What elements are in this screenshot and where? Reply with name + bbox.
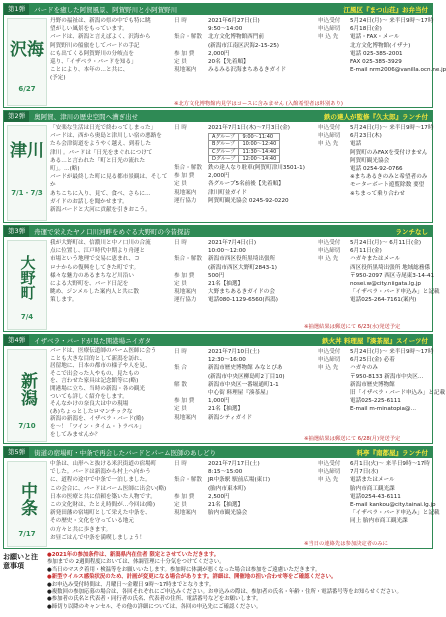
tour-description: 「安楽な生活は日光で終わってしまった」 バードは、西から奥島と津川しい宿の悪路を たら会津街道をようやく越え、到着した 津川 。バードは「日光をまぐれにつけて ある…と言われた「町と日光の流れた 町」。…(略) バードが最終した町に見る都市景観は、そしてか あちこちに入り、見て、食べ、さらに… ガイドのお話しを聞かせます。 新潟バードと大河に貢献を引きおこう。 xyxy=(50,125,168,214)
place-box xyxy=(7,18,47,106)
lunch-label: 料亭『南都屋』ランチ付 xyxy=(356,449,428,457)
tour-note: ※北方文化博物館内見学はコースに含みません (入館希望者は料別あり) xyxy=(174,101,343,107)
tour-card-5 xyxy=(3,446,440,549)
tour-date: 7/10 xyxy=(18,422,36,430)
tour-date: 7/1・7/3 xyxy=(11,189,43,197)
place-name: 沢海 xyxy=(10,40,44,60)
tour-card-2 xyxy=(3,110,433,223)
place-name: 大野町 xyxy=(18,254,37,300)
tour-subtitle: 奥阿賀、津川の歴史空間へ漕ぎ出せ xyxy=(34,113,139,121)
tour-info: 日 時 2021年7月1日(木)〜7月3日(金) Aグループ 9:00〜11:40 Bグループ 10:00〜12:40 Cグループ 11:30〜14:40 Dグループ 12:00〜14:40 集合・解散 鉄の達人なり駐車(阿賀町津川3501-1) 参 加 費 2,000円 定 員 各グループ5名前後【先着順】 現地案内 津川町並ガイド 運行協力 阿賀町観光協会 0245-92-0220 xyxy=(174,125,305,204)
tour-number-badge: 第2弾 xyxy=(4,111,29,122)
tour-card-4 xyxy=(3,334,446,444)
tour-date: 6/27 xyxy=(18,85,36,93)
tour-card-header xyxy=(4,111,432,122)
tour-number-badge: 第4弾 xyxy=(4,335,29,346)
tour-number-badge: 第3弾 xyxy=(4,226,29,237)
tour-number-badge: 第1弾 xyxy=(4,4,29,15)
lunch-label: 江風区『まつ山荘』お弁当付 xyxy=(343,6,428,14)
tour-card-3 xyxy=(3,225,440,332)
notice-item: 参加までの 2週間程度においては、体調管理に十分気をつけてください。 xyxy=(47,559,225,566)
place-box xyxy=(7,240,47,330)
tour-info: 日 時 2021年7月17日(土) 8:15〜15:00 集合・解散 JR中条駅 駅前広場(東口) (胎内市東本町) 参 加 費 2,500円 定 員 21名【抽選】 現地案内 胎内市観光協会 xyxy=(174,461,271,517)
apply-info: 申込受付 5月24日(月)〜 6月11日(金) 申込締切 6月11日(金) 申 込 先 ハガキまたはメール 西区役所黒埼出張所 地域総務係 〒950-2097 西区寺尾東3-14-41 nosei.w@city.niigata.lg.jp 「イザベラ・バード申込み」と記載 電話025-264-7161(案内) xyxy=(318,240,440,304)
tour-description: 中条は、山形へと抜ける米沢街道の宿場町 でした。バードは新潟から村上へ向かう に、道程の途中で中条で一泊しました。 この会合に、バードはバーム医師に出会い(略) 日本の医療と共に信頼を築いた人物です。 この文化財は、たとえ時間が…今回は(略) 新発田藩の宿場町として栄えた中条を、 その歴史・文化を守っている地元 の方々と共に歩きます。 お昼ごはんで中条を満喫しましょう！ xyxy=(50,461,167,541)
place-name: 津川 xyxy=(10,141,44,161)
place-name: 中条 xyxy=(17,482,37,516)
tour-card-header xyxy=(4,447,432,458)
tour-card-header xyxy=(4,335,432,346)
group-schedule-table: Aグループ 9:00〜11:40 Bグループ 10:00〜12:40 Cグループ 11:30〜14:40 Dグループ 12:00〜14:40 xyxy=(208,133,280,163)
notice-item: ●参加者の氏名と代表者・同行者の氏名、代表者の住所、電話番号などをお願いします。 xyxy=(47,596,262,603)
notice-list xyxy=(47,552,431,611)
notice-item: ●新型ウイルス感染状況のため、計画が変更になる場合があります。詳細は、開催地の担い合わせ等をご確認ください。 xyxy=(47,574,337,581)
apply-info: 申込受付 5月24日(月)〜 来半日9時〜17時 申込締切 6月18日(金) 申 込 先 電話・FAX・メール 北方文化博物館(イザナ) 電話 025-385-2001 FAX 025-385-3929 E-mail nrm2006@vanilla.ocn.ne.jp xyxy=(318,18,446,74)
tour-subtitle: バードを癒した阿賀風景、阿賀野川と小阿賀野川 xyxy=(34,6,178,14)
place-box xyxy=(7,349,47,442)
notice-title: お願いと注意事項 xyxy=(3,553,38,570)
tour-date: 7/4 xyxy=(20,313,34,321)
tour-info: 日 時 2021年6月27日(日) 9:50〜14:00 集合・解散 北方文化博物館西門前 (新潟市江南区沢海2-15-25) 参 加 費 2,000円 定 員 20名【先着順】 現地案内 みるみる沢海まちあるきガイド xyxy=(174,18,287,74)
lunch-label: 鉄火丼 料理屋『湊茶屋』スイーツ付 xyxy=(322,337,428,345)
notice-item: ●締切り以降のキャンセル、その他の詳細については、各回の申込先にご確認ください。 xyxy=(47,603,262,610)
notice-item: ●2021年の参加条件は、新潟県内在住者 限定とさせていただきます。 xyxy=(47,552,220,558)
tour-card-header xyxy=(4,4,432,15)
tour-description: 我が大野町は、信濃川と中ノ口川の合流 点に位置し、江戸時代中期より舟運と 市場という地理で交易に恵まれ、コ ロナからの復興をしてきた町です。 様々な魅力のあるまちなど川沿い による大野町を、バード日記を 眺め、ジンメルした案内人と共に散 策します。 xyxy=(50,240,151,304)
tour-subtitle: イザベラ・バードが見た開港場ニイガタ xyxy=(34,337,151,345)
tour-description: バードは、医療伝道師のパーム医師に会う ことも大きな目的として新潟を訪れ、 居留地に、日本の都市の様子や人を見、 そこで出会った人やもの、見たもの を、言わせた家具は記念館等に(略) 開港場に立ち、当時の新潟・各の観光 ついても詳しく紹介をします。 そんなかけの奈良大は中の現場 (あ)ちょっとしたロマンチックな 新潟の新潟を、イザベラ・バード(略) を～！「ツイン・タイム・トラベル」 をしてみませんか？ xyxy=(50,348,157,438)
tour-note: ※抽選結果は郵送にて 6/28(月)発送予定 xyxy=(304,436,401,442)
apply-info: 申込受付 5月24日(月)〜 来半日9時〜17時 申込締切 6月25日(金) 必着 申 込 先 ハガキのみ 〒950-8133 新潟市中央区… 新潟市歴史博物館 旧「イザベラ・バード申込み」と記載 電話025-225-6111 E-mail m-minatopia@… xyxy=(318,349,446,413)
tour-subtitle: 舟運で栄えたヤノ口川河畔をめぐる大野町の今昔探訪 xyxy=(34,228,191,236)
tour-card-header xyxy=(4,226,432,237)
tour-info: 日 時 2021年7月10日(土) 12:30〜16:00 集 合 新潟市歴史博物館 みなとぴあ (新潟市中央区柳島町2丁目10) 解 散 新潟市中央区一番堀通町1-1 中心街 料理屋『湊茶屋』 参 加 費 1,000円 定 員 21名【抽選】 現地案内 新潟シティガイド xyxy=(174,349,285,421)
tour-note: ※抽選結果は郵送にて 6/23(水)発送予定 xyxy=(304,324,401,330)
place-name: 新潟 xyxy=(17,372,37,406)
tour-date: 7/17 xyxy=(18,530,36,538)
tour-description: 丹野の福祉は、新潟の県の中でも特に眺 望がしい風景をもっています。 バードは、新潟と言えばよく、沢海から 阿賀野川の船旅をしてバードの手記 にも出てくる阿賀野川の分岐点を 巡り、「イザベラ・バードを知る」 ことにより、本年の…と共に、 (予定) xyxy=(50,18,151,82)
place-box xyxy=(7,125,47,221)
apply-info: 申込受付 6月1日(火)〜 来半日9時〜17時 申込締切 7月7日(水) 申 込 先 電話またはメール 胎内市商工観光課 電話0254-43-6111 E-mail kankou@city.tainai.lg.jp 「イザベラ・バード申込み」と記載 同上 胎内市商工観光課 xyxy=(318,461,440,525)
tour-subtitle: 街道の宿場町・中条で再会したバードとパーム医師のあしどり xyxy=(34,449,217,457)
notice-item: ●お申込み受付時間は、月曜日〜金曜日 9時〜17時までとなります。 xyxy=(47,581,215,588)
notice-item: ●当日のマスク着用・検温等をお願いいたします。参加時に体調が悪くなった場合は参加をご遠慮いただきます。 xyxy=(47,566,321,573)
notice-section xyxy=(3,551,433,615)
lunch-label: 鉄の達人が監修『久太郎』ランチ付 xyxy=(324,113,428,121)
notice-item: ●複数回の参加応募の場合は、各回それぞれにご申込みください。お申込みの際は、参加者の氏名・年齢・住所・電話番号等をお知らせください。 xyxy=(47,589,402,596)
tour-info: 日 時 2021年7月4日(日) 10:00〜12:00 集合・解散 新潟市西区役所黒埼出張所 (新潟市西区大野町2843-1) 参 加 費 500円 定 員 21名【抽選】 現地案内 大野まちあるきガイドの会 運行協力 電話080-1129-6560(西潟) xyxy=(174,240,278,304)
tour-number-badge: 第5弾 xyxy=(4,447,29,458)
tour-card-1 xyxy=(3,3,446,108)
tour-note: ※当日の連絡先は参加決定者のみに xyxy=(304,541,388,547)
place-box xyxy=(7,461,47,547)
apply-info: 申込受付 5月24日(月)〜 来半日9時〜17時 申込締切 6月23日(木) 申 込 先 電話 阿賀町のみFAXを受付けません 阿賀町観光協会 電話 0254-92-0766 ※まちあるきのみと希望者のみ モーターボート遊覧除数 要望 ※ちまって乗り合わせ xyxy=(318,125,434,197)
lunch-label: ランチなし xyxy=(395,228,428,236)
